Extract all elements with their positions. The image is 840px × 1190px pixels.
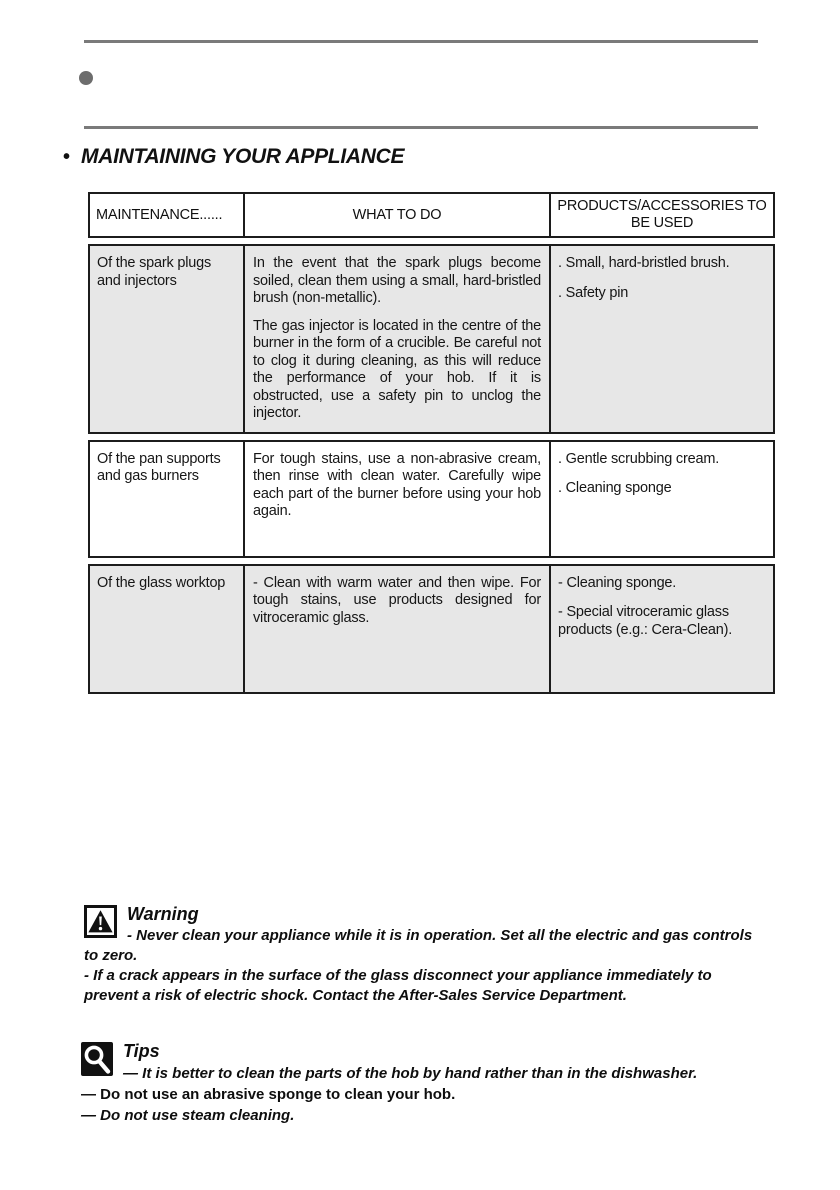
product-item: - Special vitroceramic glass products (e.g.: Cera-Clean). [558,604,733,638]
paragraph: In the event that the spark plugs become soiled, clean them using a small, hard-bristled brush (non-metallic). [253,255,541,306]
paragraph: The gas injector is located in the centre of the burner in the form of a crucible. Be careful not to clog it during cleaning, as this will reduce the performance of your hob. If it is obstructed, use a safety pin to unclog the injector. [253,317,541,421]
product-item: . Safety pin [558,284,629,301]
section-heading [63,145,404,169]
maintenance-table [88,192,775,694]
page-title: MAINTAINING YOUR APPLIANCE [81,145,405,168]
horizontal-rule-mid [84,126,758,129]
product-item: . Small, hard-bristled brush. [558,255,730,271]
warning-triangle-icon [84,905,117,938]
product-item: . Cleaning sponge [558,480,672,496]
cell-products [551,442,773,507]
tip-item: — Do not use an abrasive sponge to clean your hob. [81,1086,456,1103]
cell-maintenance: Of the spark plugs and injectors [97,255,212,289]
tips-title: Tips [123,1041,160,1061]
warning-item: - If a crack appears in the surface of the glass disconnect your appliance immediately to prevent a risk of electric shock. Contact the After-Sales Service Department. [84,967,712,1004]
cell-what-to-do [245,566,549,637]
product-item: - Cleaning sponge. [558,574,677,591]
header-products: PRODUCTS/ACCESSORIES TO BE USED [557,198,767,231]
cell-maintenance: Of the glass worktop [97,574,226,591]
tip-item: — Do not use steam cleaning. [81,1107,295,1124]
cell-what-to-do [245,246,549,432]
header-what-to-do: WHAT TO DO [245,194,551,236]
horizontal-rule-top [84,40,758,43]
cell-maintenance: Of the pan supports and gas burners [97,450,221,484]
table-row [88,440,775,558]
warning-title: Warning [127,904,199,924]
heading-bullet: • [63,146,71,168]
table-row [88,244,775,434]
table-header-row [88,192,775,238]
table-row [88,564,775,694]
product-item: . Gentle scrubbing cream. [558,450,720,467]
header-maintenance: MAINTENANCE...... [90,194,245,236]
cell-products [551,566,773,649]
paragraph: - Clean with warm water and then wipe. For tough stains, use products designed for vitroceramic glass. [253,574,541,626]
cell-products [551,246,773,311]
warning-section [84,903,762,1006]
magnifier-icon [81,1042,113,1076]
cell-what-to-do [245,442,549,530]
bullet-dot-icon [79,71,93,85]
tip-item: — It is better to clean the parts of the hob by hand rather than in the dishwasher. [123,1065,698,1082]
warning-item: - Never clean your appliance while it is in operation. Set all the electric and gas controls to zero. [84,927,753,964]
paragraph: For tough stains, use a non-abrasive cream, then rinse with clean water. Carefully wipe each part of the burner before using your hob again. [253,450,541,519]
tips-section [81,1040,762,1126]
